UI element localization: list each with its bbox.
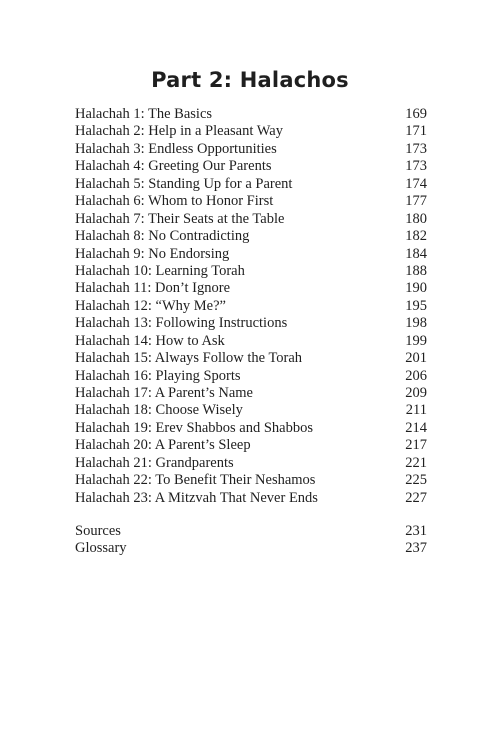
toc-entry-title: Halachah 2: Help in a Pleasant Way [75,123,283,140]
toc-entry-page: 221 [405,454,427,471]
toc-entry [75,420,427,437]
toc-entry [75,263,427,280]
section-heading: Part 2: Halachos [151,68,349,92]
toc-entry-title: Halachah 14: How to Ask [75,332,225,349]
toc-entry-title: Halachah 10: Learning Torah [75,262,245,279]
toc-entry-page: 209 [405,385,427,401]
toc-entry-title: Halachah 17: A Parent’s Name [75,385,253,401]
toc-entry-page: 169 [405,106,427,122]
toc-entry-title: Halachah 7: Their Seats at the Table [75,210,285,227]
toc-entry [75,298,427,315]
toc-entry [75,490,427,507]
toc-entry [75,523,427,540]
toc-entry-page: 231 [405,523,427,539]
toc-entry-page: 184 [405,245,427,262]
toc-entry [75,315,427,332]
back-matter-list [75,523,427,558]
toc-entry [75,455,427,472]
toc-entry-title: Halachah 18: Choose Wisely [75,402,243,419]
toc-entry-page: 227 [405,489,427,506]
toc-entry-title: Halachah 9: No Endorsing [75,245,230,262]
toc-entry-page: 173 [405,140,427,157]
toc-entry-page: 217 [405,437,427,454]
toc-entry [75,280,427,297]
toc-entry-title: Halachah 20: A Parent’s Sleep [75,437,251,454]
toc-entry-page: 237 [405,540,427,557]
toc-entry-page: 214 [405,419,427,436]
toc-entry [75,123,427,140]
toc-entry [75,402,427,419]
toc-entry-page: 190 [405,280,427,297]
toc-entry-page: 211 [405,402,427,419]
toc-entry [75,158,427,175]
toc-entry-title: Halachah 13: Following Instructions [75,315,288,332]
toc-entry-page: 173 [405,158,427,175]
toc-entry [75,193,427,210]
toc-entry-page: 206 [405,367,427,384]
toc-entry-page: 225 [405,472,427,489]
toc-entry-title: Halachah 11: Don’t Ignore [75,280,231,297]
toc-entry [75,472,427,489]
toc-entry-page: 180 [405,210,427,227]
toc-entry-title: Halachah 16: Playing Sports [75,367,241,384]
toc-entry-page: 177 [405,193,427,210]
toc-entry-page: 182 [405,228,427,245]
toc-entry [75,106,427,123]
toc-entry-page: 188 [405,262,427,279]
toc-entry-title: Halachah 12: “Why Me?” [75,297,226,314]
toc-entry [75,211,427,228]
toc-entry-title: Halachah 3: Endless Opportunities [75,140,277,157]
toc-entry [75,437,427,454]
toc-entry [75,385,427,402]
toc-entry-title: Halachah 4: Greeting Our Parents [75,158,272,175]
toc-entry-title: Halachah 21: Grandparents [75,454,234,471]
toc-entry-page: 199 [405,332,427,349]
toc-entry-title: Halachah 5: Standing Up for a Parent [75,175,293,192]
toc-entry-title: Sources [75,523,121,539]
toc-entry-page: 195 [405,297,427,314]
toc-entry-title: Halachah 23: A Mitzvah That Never Ends [75,489,318,506]
toc-entry [75,228,427,245]
toc-entry-page: 198 [405,315,427,332]
toc-entry-title: Halachah 1: The Basics [75,106,213,122]
toc-entry-page: 171 [405,123,427,140]
toc-entry [75,368,427,385]
toc-entry [75,176,427,193]
toc-entry-title: Halachah 6: Whom to Honor First [75,193,274,210]
toc-entry [75,141,427,158]
toc-entry [75,246,427,263]
toc-entry [75,333,427,350]
toc-entry-title: Halachah 8: No Contradicting [75,228,250,245]
toc-entry-title: Halachah 19: Erev Shabbos and Shabbos [75,419,313,436]
toc-entry [75,540,427,557]
toc-entry-page: 201 [405,350,427,367]
toc-entry-title: Glossary [75,540,127,557]
toc-entry-title: Halachah 15: Always Follow the Torah [75,350,303,367]
toc-entry-page: 174 [405,175,427,192]
toc-entry [75,350,427,367]
toc-list [75,106,427,507]
toc-entry-title: Halachah 22: To Benefit Their Neshamos [75,472,316,489]
